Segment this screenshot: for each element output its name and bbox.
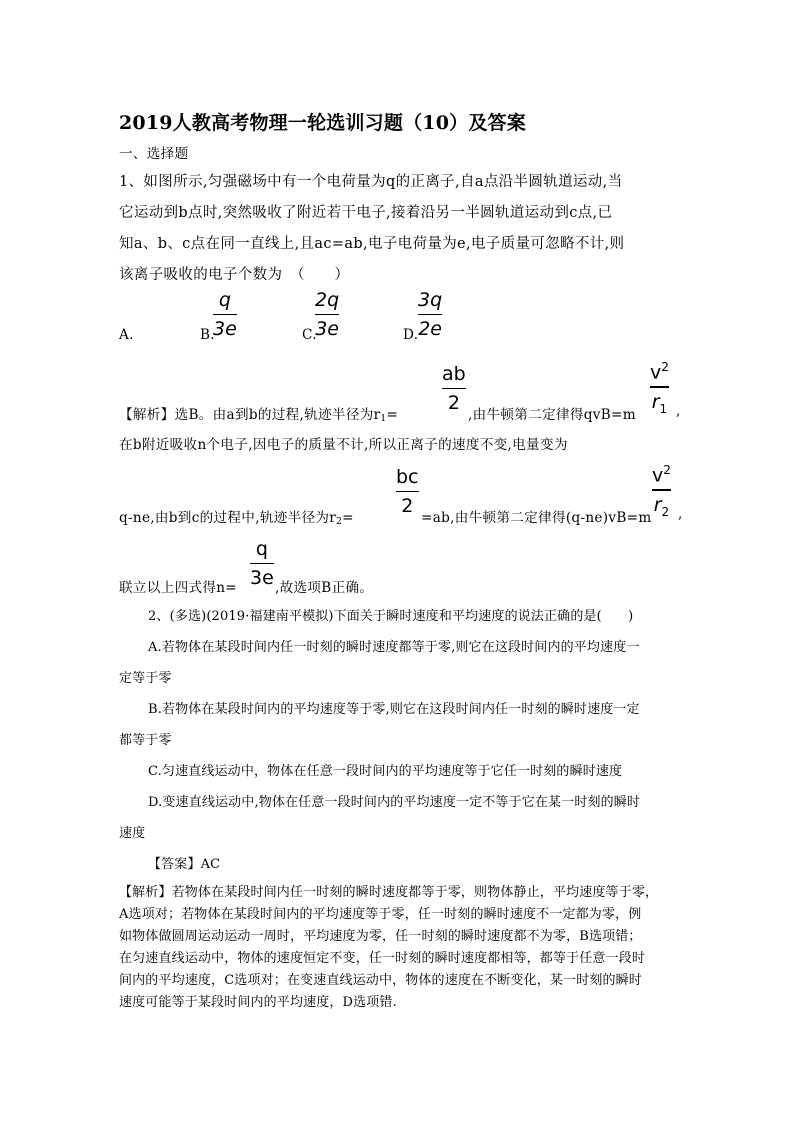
fraction-denominator: 2e [418, 318, 442, 341]
q1-stem-line: 知a、b、c点在同一直线上,且ac=ab,电子电荷量为e,电子质量可忽略不计,则 [119, 236, 625, 252]
fraction-numerator: 2q [315, 289, 340, 311]
equals-sign: = [386, 407, 399, 423]
comma: , [676, 403, 681, 419]
subscript: 1 [380, 414, 387, 424]
section-heading: 一、选择题 [119, 146, 189, 162]
q2-analysis-line: A选项对；若物体在某段时间内的平均速度等于零，任一时刻的瞬时速度不一定都为零，例 [119, 907, 642, 922]
q1-option-b-label: B. [200, 327, 215, 343]
fraction-denominator: 2 [447, 392, 460, 415]
q2-option-b-cont: 都等于零 [119, 733, 172, 748]
solution-text: =ab,由牛顿第二定律得(q-ne)vB=m [421, 510, 652, 526]
fraction-bar [315, 314, 339, 315]
fraction-denominator: 3e [315, 318, 339, 341]
q2-analysis-line: 如物体做圆周运动运动一周时，平均速度为零，任一时刻的瞬时速度都不为零，B选项错； [119, 929, 642, 944]
q2-analysis-line: 间内的平均速度，C选项对；在变速直线运动中，物体的速度在不断变化，某一时刻的瞬时 [119, 973, 642, 988]
q1-solution-line-3 [119, 506, 354, 527]
q2-analysis-line: 【解析】若物体在某段时间内任一时刻的瞬时速度都等于零，则物体静止，平均速度等于零， [119, 885, 659, 900]
q1-stem-line: 1、如图所示,匀强磁场中有一个电荷量为q的正离子,自a点沿半圆轨道运动,当 [119, 174, 623, 190]
solution-text: q-ne,由b到c的过程中,轨迹半径为r [119, 510, 337, 526]
q1-solution-line-1 [119, 403, 398, 424]
comma: , [678, 506, 683, 522]
q1-solution-line-2: 在b附近吸收n个电子,因电子的质量不计,所以正离子的速度不变,电量变为 [119, 437, 568, 453]
q2-option-b: B.若物体在某段时间内的平均速度等于零,则它在这段时间内任一时刻的瞬时速度一定 [148, 702, 640, 717]
fraction-bar [650, 386, 669, 387]
fraction-denominator: $r_1$ [651, 390, 668, 416]
fraction-bar [418, 314, 442, 315]
fraction-denominator: 3e [213, 318, 237, 341]
fraction-bar [442, 388, 466, 389]
fraction-bar [213, 314, 237, 315]
q1-option-d-label: D. [403, 327, 419, 343]
q1-stem-line: 该离子吸收的电子个数为 （ ） [119, 267, 350, 283]
fraction-numerator: q [218, 289, 231, 311]
solution-text: 【解析】选B。由a到b的过程,轨迹半径为r [119, 407, 381, 423]
q1-option-c-fraction [315, 288, 339, 341]
q2-option-a-cont: 定等于零 [119, 671, 172, 686]
q2-stem: 2、(多选)(2019·福建南平模拟)下面关于瞬时速度和平均速度的说法正确的是( ) [148, 609, 634, 624]
q1-option-c-label: C. [302, 327, 317, 343]
centripetal-fraction-1 [650, 355, 669, 420]
q1-option-a-label: A. [119, 327, 134, 343]
fraction-denominator: 2 [401, 495, 414, 518]
q2-option-d: D.变速直线运动中,物体在任意一段时间内的平均速度一定不等于它在某一时刻的瞬时 [148, 795, 641, 810]
solution-text: ,由牛顿第二定律得qvB=m [468, 407, 636, 423]
result-fraction [250, 537, 274, 590]
fraction-numerator: bc [396, 466, 419, 488]
solution-text: 联立以上四式得n= [119, 580, 238, 596]
fraction-numerator: ab [442, 363, 466, 385]
q2-analysis-line: 在匀速直线运动中，物体的速度恒定不变，任一时刻的瞬时速度都相等，都等于任意一段时 [119, 951, 646, 966]
q2-option-a: A.若物体在某段时间内任一时刻的瞬时速度都等于零,则它在这段时间内的平均速度一 [148, 640, 640, 655]
q1-stem-line: 它运动到b点时,突然吸收了附近若干电子,接着沿另一半圆轨道运动到c点,已 [119, 205, 613, 221]
document-title: 2019人教高考物理一轮选训习题（10）及答案 [119, 112, 526, 134]
radius-fraction-r2 [396, 465, 419, 518]
subscript: 2 [336, 517, 343, 527]
fraction-numerator: q [255, 538, 268, 560]
q1-option-b-fraction [213, 288, 237, 341]
centripetal-fraction-2 [652, 458, 671, 523]
fraction-bar [396, 491, 419, 492]
equals-sign: = [342, 510, 354, 526]
fraction-denominator: $r_2$ [653, 493, 670, 519]
q2-answer: 【答案】AC [148, 857, 221, 872]
q1-option-d-fraction [418, 288, 442, 341]
q2-option-d-cont: 速度 [119, 826, 146, 841]
fraction-numerator: $v^2$ [652, 463, 671, 487]
radius-fraction-r1 [442, 362, 466, 415]
fraction-denominator: 3e [250, 567, 274, 590]
fraction-bar [250, 563, 274, 564]
q2-analysis-line: 速度可能等于某段时间内的平均速度，D选项错. [119, 995, 397, 1010]
solution-text: ,故选项B正确。 [275, 580, 374, 596]
fraction-bar [652, 489, 671, 490]
q2-option-c: C.匀速直线运动中，物体在任意一段时间内的平均速度等于它任一时刻的瞬时速度 [148, 764, 623, 779]
fraction-numerator: $v^2$ [650, 360, 669, 384]
fraction-numerator: 3q [418, 289, 443, 311]
